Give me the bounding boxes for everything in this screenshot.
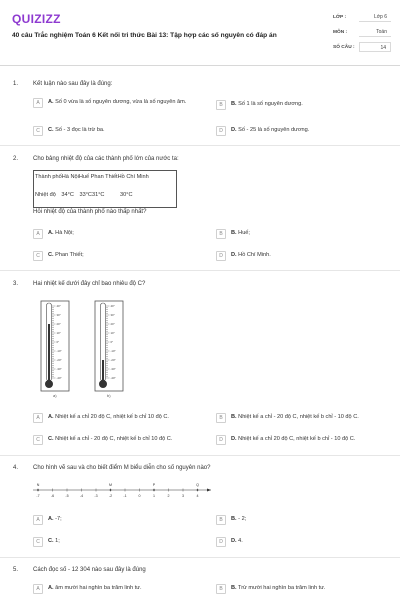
answer-option-a[interactable] bbox=[33, 413, 213, 423]
thermometer-scale-label: 40° bbox=[56, 304, 61, 309]
number-line-tick-label: -2 bbox=[108, 494, 113, 498]
number-line-tick-label: 2 bbox=[167, 494, 170, 498]
number-line-tick-label: 0 bbox=[138, 494, 141, 498]
option-key: D. bbox=[231, 538, 237, 544]
thermometer-scale-label: -10° bbox=[110, 349, 116, 354]
table-cell: 33°C bbox=[79, 192, 92, 198]
option-text: Số - 25 là số nguyên dương. bbox=[236, 127, 310, 133]
subject-value: Toán bbox=[359, 27, 391, 37]
thermometer-label-a: a) bbox=[53, 393, 57, 398]
thermometer-scale-label: -30° bbox=[110, 367, 116, 372]
option-key: C. bbox=[48, 436, 54, 442]
answer-option-d[interactable] bbox=[216, 435, 396, 445]
number-line-tick-label: -7 bbox=[36, 494, 40, 498]
number-line-point-label: N bbox=[36, 483, 40, 487]
number-line-tick-label: -6 bbox=[50, 494, 55, 498]
thermometer-scale-label: -10° bbox=[56, 349, 62, 354]
number-line-point-label: M bbox=[109, 483, 112, 487]
option-letter-badge: A bbox=[33, 229, 43, 239]
option-letter-badge: A bbox=[33, 98, 43, 108]
question-divider bbox=[0, 270, 400, 271]
option-letter-badge: B bbox=[216, 229, 226, 239]
option-key: B. bbox=[231, 414, 237, 420]
thermometer-a bbox=[40, 300, 70, 392]
question-subtext: Hỏi nhiệt độ của thành phố nào thấp nhất? bbox=[33, 209, 147, 215]
table-cell-label: Nhiệt độ bbox=[35, 192, 56, 198]
option-text: - 2; bbox=[236, 516, 247, 522]
option-letter-badge: C bbox=[33, 251, 43, 261]
table-cell: 34°C bbox=[61, 192, 74, 198]
option-letter-badge: A bbox=[33, 413, 43, 423]
option-key: C. bbox=[48, 252, 54, 258]
option-key: C. bbox=[48, 538, 54, 544]
thermometer-scale-label: -20° bbox=[56, 358, 62, 363]
option-letter-badge: D bbox=[216, 126, 226, 136]
option-key: B. bbox=[231, 585, 237, 591]
meta-subject bbox=[333, 27, 391, 37]
question-text: Kết luận nào sau đây là đúng: bbox=[33, 81, 113, 87]
thermometer-scale-label: 0° bbox=[110, 340, 114, 345]
table-row-temperatures bbox=[35, 192, 133, 198]
answer-option-a[interactable] bbox=[33, 229, 213, 239]
option-text: Hồ Chí Minh. bbox=[236, 252, 271, 258]
answer-option-b[interactable] bbox=[216, 515, 396, 525]
option-key: B. bbox=[231, 516, 237, 522]
option-text: Số 0 vừa là số nguyên dương, vừa là số nguyên âm. bbox=[53, 99, 187, 105]
option-key: D. bbox=[231, 252, 237, 258]
option-letter-badge: C bbox=[33, 126, 43, 136]
thermometer-scale-label: 0° bbox=[56, 340, 60, 345]
thermometer-mercury bbox=[48, 324, 50, 384]
question-number: 2. bbox=[13, 156, 19, 162]
number-line-tick-label: 3 bbox=[182, 494, 184, 498]
option-text: -7; bbox=[53, 516, 62, 522]
number-line-point-label: P bbox=[152, 483, 156, 487]
answer-option-c[interactable] bbox=[33, 251, 213, 261]
number-line-tick-label: -1 bbox=[123, 494, 127, 498]
option-key: A. bbox=[48, 516, 54, 522]
thermometer-scale-label: 40° bbox=[110, 304, 115, 309]
question-text: Cách đọc số - 12 304 nào sau đây là đúng bbox=[33, 567, 146, 573]
thermometer-label-b: b) bbox=[107, 393, 111, 398]
answer-option-b[interactable] bbox=[216, 229, 396, 239]
option-text: Phan Thiết; bbox=[53, 252, 84, 258]
option-text: 1; bbox=[53, 538, 60, 544]
thermometer-scale-label: -40° bbox=[56, 376, 62, 381]
subject-label: MÔN : bbox=[333, 29, 348, 35]
number-line-point-label: Q bbox=[196, 483, 199, 487]
temperature-table bbox=[33, 170, 177, 208]
count-value: 14 bbox=[359, 42, 391, 52]
class-value: Lớp 6 bbox=[359, 12, 391, 22]
document-header bbox=[0, 0, 400, 66]
table-row-cities: Thành phốHà NộiHuế Phan ThiếtHồ Chí Minh bbox=[35, 174, 149, 180]
answer-option-d[interactable] bbox=[216, 126, 396, 136]
option-key: C. bbox=[48, 127, 54, 133]
option-key: B. bbox=[231, 230, 237, 236]
count-label: SỐ CÂU : bbox=[333, 44, 355, 50]
question-text: Cho bảng nhiệt độ của các thành phố lớn của nước ta: bbox=[33, 156, 179, 162]
thermometer-scale-label: 20° bbox=[110, 322, 115, 327]
table-cell: 30°C bbox=[120, 192, 133, 198]
option-text: Nhiệt kế a chỉ - 20 độ C, nhiệt kế b chỉ 10 độ C. bbox=[53, 436, 173, 442]
number-line-point bbox=[153, 489, 155, 491]
option-key: A. bbox=[48, 99, 54, 105]
answer-option-d[interactable] bbox=[216, 537, 396, 547]
option-letter-badge: B bbox=[216, 413, 226, 423]
class-label: LỚP : bbox=[333, 14, 347, 20]
question-divider bbox=[0, 455, 400, 456]
thermometer-scale-label: 10° bbox=[56, 331, 61, 336]
option-letter-badge: D bbox=[216, 251, 226, 261]
option-letter-badge: B bbox=[216, 100, 226, 110]
answer-option-d[interactable] bbox=[216, 251, 396, 261]
answer-option-c[interactable] bbox=[33, 126, 213, 136]
thermometer-scale-label: 30° bbox=[110, 313, 115, 318]
number-line-arrow bbox=[207, 489, 211, 492]
option-text: Số - 3 đọc là trừ ba. bbox=[53, 127, 105, 133]
option-key: D. bbox=[231, 436, 237, 442]
meta-count bbox=[333, 42, 391, 52]
thermometer-scale-label: -30° bbox=[56, 367, 62, 372]
question-number: 5. bbox=[13, 567, 19, 573]
number-line-tick-label: 4 bbox=[196, 494, 199, 498]
thermometer-mercury bbox=[102, 360, 104, 384]
question-number: 3. bbox=[13, 281, 19, 287]
question-number: 4. bbox=[13, 465, 19, 471]
answer-option-a[interactable] bbox=[33, 98, 213, 108]
option-letter-badge: B bbox=[216, 515, 226, 525]
thermometer-scale-label: 20° bbox=[56, 322, 61, 327]
answer-option-c[interactable] bbox=[33, 435, 213, 445]
number-line-point bbox=[197, 489, 199, 491]
option-letter-badge: D bbox=[216, 435, 226, 445]
option-letter-badge: C bbox=[33, 435, 43, 445]
number-line-tick-label: -4 bbox=[79, 494, 84, 498]
question-text: Cho hình vẽ sau và cho biết điểm M biểu diễn cho số nguyên nào? bbox=[33, 465, 211, 471]
option-letter-badge: D bbox=[216, 537, 226, 547]
option-text: Nhiệt kế a chỉ 20 độ C, nhiệt kế b chỉ - 10 độ C. bbox=[236, 436, 356, 442]
option-key: D. bbox=[231, 127, 237, 133]
number-line-point bbox=[110, 489, 112, 491]
question-text: Hai nhiệt kế dưới đây chỉ bao nhiêu độ C? bbox=[33, 281, 146, 287]
question-divider bbox=[0, 557, 400, 558]
thermometer-frame bbox=[41, 301, 69, 391]
number-line bbox=[33, 478, 213, 508]
option-key: B. bbox=[231, 101, 237, 107]
number-line-tick-label: -5 bbox=[65, 494, 69, 498]
answer-option-b[interactable] bbox=[216, 413, 396, 423]
option-text: Nhiệt kế a chỉ - 20 độ C, nhiệt kế b chỉ - 10 độ C. bbox=[236, 414, 359, 420]
document-title: 40 câu Trắc nghiệm Toán 6 Kết nối tri thức Bài 13: Tập hợp các số nguyên có đáp án bbox=[12, 32, 277, 39]
thermometer-scale-label: 10° bbox=[110, 331, 115, 336]
option-text: âm mười hai nghìn ba trăm linh tư. bbox=[53, 585, 142, 591]
answer-option-b[interactable] bbox=[216, 100, 396, 110]
option-key: A. bbox=[48, 585, 54, 591]
question-divider bbox=[0, 145, 400, 146]
option-text: Số 1 là số nguyên dương. bbox=[236, 101, 303, 107]
option-text: Hà Nội; bbox=[53, 230, 74, 236]
thermometer-b bbox=[94, 300, 124, 392]
meta-class bbox=[333, 12, 391, 22]
option-letter-badge: B bbox=[216, 584, 226, 594]
number-line-tick-label: 1 bbox=[153, 494, 155, 498]
answer-option-b[interactable] bbox=[216, 584, 396, 594]
quizizz-logo: QUIZIZZ bbox=[12, 12, 61, 26]
option-letter-badge: A bbox=[33, 584, 43, 594]
answer-option-c[interactable] bbox=[33, 537, 213, 547]
thermometer-scale-label: -40° bbox=[110, 376, 116, 381]
option-key: A. bbox=[48, 230, 54, 236]
answer-option-a[interactable] bbox=[33, 584, 213, 594]
question-number: 1. bbox=[13, 81, 19, 87]
thermometer-scale-label: -20° bbox=[110, 358, 116, 363]
option-letter-badge: A bbox=[33, 515, 43, 525]
option-text: Nhiệt kế a chỉ 20 độ C, nhiệt kế b chỉ 10 độ C. bbox=[53, 414, 169, 420]
number-line-tick-label: -3 bbox=[94, 494, 98, 498]
option-letter-badge: C bbox=[33, 537, 43, 547]
option-text: Huế; bbox=[236, 230, 250, 236]
thermometer-frame bbox=[95, 301, 123, 391]
thermometer-scale-label: 30° bbox=[56, 313, 61, 318]
number-line-point bbox=[37, 489, 39, 491]
option-key: A. bbox=[48, 414, 54, 420]
answer-option-a[interactable] bbox=[33, 515, 213, 525]
option-text: 4. bbox=[236, 538, 243, 544]
table-cell: 31°C bbox=[91, 192, 105, 198]
option-text: Trừ mười hai nghìn ba trăm linh tư. bbox=[236, 585, 326, 591]
